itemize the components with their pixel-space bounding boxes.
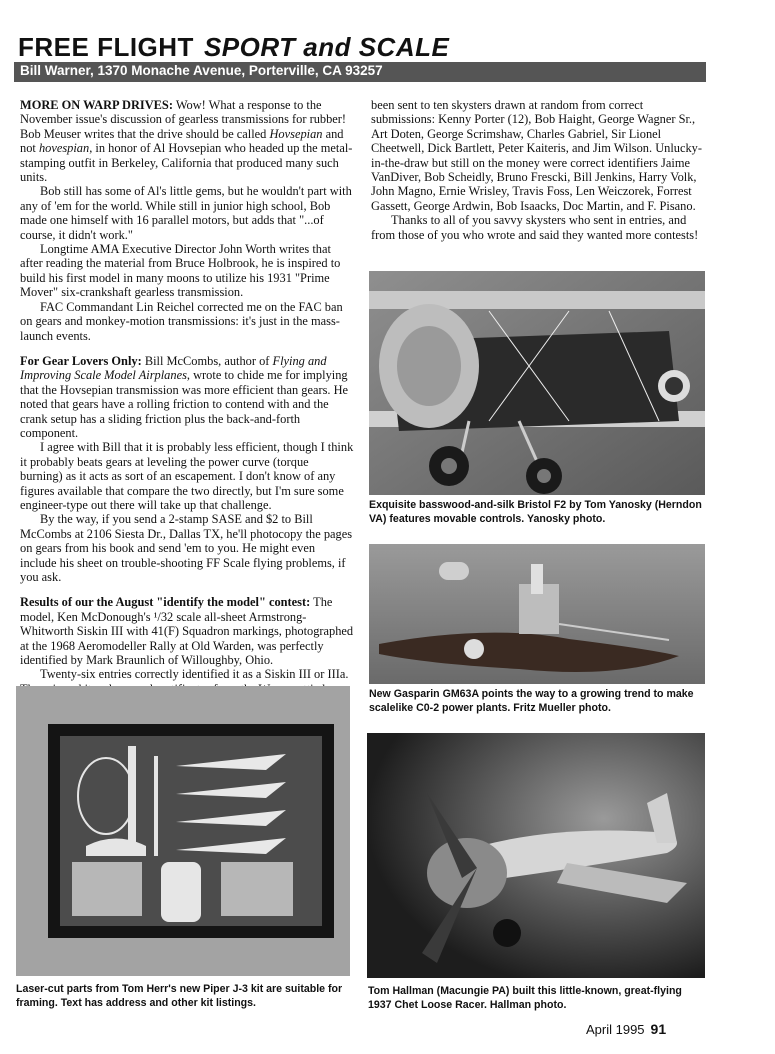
photo-piper-j3-frame [16, 686, 350, 976]
article-column-left [20, 98, 354, 696]
section-lead-gear-lovers: For Gear Lovers Only: [20, 353, 142, 368]
paragraph: By the way, if you send a 2-stamp SASE and $2 to Bill McCombs at 2106 Siesta Dr., Dallas TX, he'll photocopy the pages on gears from his book and send 'em to you. He might even include his sheet on trouble-shooting FF Scale flying problems, if you ask. [20, 512, 353, 584]
photo-chet-loose-racer [367, 733, 705, 978]
paragraph: Longtime AMA Executive Director John Worth writes that after reading the material from Bruce Holbrook, he is inspired to build his first model in many moons to utilize his 1931 "Prime Mover" six-crankshaft gearless transmission. [20, 242, 341, 300]
paragraph: Thanks to all of you savvy skysters who sent in entries, and from those of you who wrote and said they wanted more contests! [371, 213, 699, 242]
page-number: 91 [650, 1021, 667, 1037]
paragraph: Results of our the August "identify the model" contest: The model, Ken McDonough's ¹/32 scale all-sheet Armstrong-Whitworth Siskin III with 41(F) Squadron markings, photographed at the 1968 Aeromodeller Rally at Old Warden, was perfectly identified by Mark Braunlich of Willoughby, Ohio. [20, 595, 354, 668]
section-lead-warp-drives: MORE ON WARP DRIVES: [20, 98, 173, 112]
paragraph: been sent to ten skysters drawn at random from correct submissions: Kenny Porter (12), Bob Haight, George Wagner Sr., Art Doten, George Scrimshaw, Charles Gabriel, Sir Lionel Cheetwell, Dick Bartlett, Peter Kaiteris, and Jim Wilson. Unlucky-in-the-draw but still on the money were correct identifiers Jaime VanDiver, Bob Scheidly, Bruno Frescki, Bill Jenkins, Harry Volk, John Magno, Ernie Wrisley, Travis Foss, Len Weiczorek, Forrest Gassett, George Ardwin, Bob Isaacks, Doc Martin, and F. Pisano. [371, 98, 702, 213]
title-italic: SPORT and SCALE [203, 32, 450, 62]
issue-date: April 1995 [586, 1022, 645, 1037]
paragraph: For Gear Lovers Only: Bill McCombs, author of Flying and Improving Scale Model Airplanes, wrote to chide me for implying that the Hovsepian transmission was more efficient than gears. He noted that gears have a rolling friction to contend with and the crank setup has a sliding friction plus the back-and-forth component. [20, 353, 349, 440]
article-column-right [371, 98, 707, 242]
photo-bristol-f2 [369, 271, 705, 495]
section-lead-contest: Results of our the August "identify the model" contest: [20, 595, 311, 610]
caption-chet-loose-racer: Tom Hallman (Macungie PA) built this little-known, great-flying 1937 Chet Loose Racer. Hallman photo. [368, 985, 682, 1011]
page-footer [586, 1021, 666, 1037]
paragraph: I agree with Bill that it is probably less efficient, though I think it probably beats gears at leveling the power curve (torque burning) as it acts as sort of an escapement. I don't know of any figures available that compare the two directly, but I'm sure some engineer-type out there will take up that challenge. [20, 440, 354, 512]
title-main: FREE FLIGHT [18, 32, 194, 62]
author-address: Bill Warner, 1370 Monache Avenue, Porterville, CA 93257 [20, 63, 383, 78]
paragraph: FAC Commandant Lin Reichel corrected me on the FAC ban on gears and monkey-motion transmissions: it's just in the mass-launch events. [20, 299, 343, 343]
photo-gasparin-engine [369, 544, 705, 684]
paragraph: Twenty-six entries correctly identified it as a Siskin III or IIIa. [40, 667, 349, 682]
caption-piper-j3: Laser-cut parts from Tom Herr's new Piper J-3 kit are suitable for framing. Text has address and other kit listings. [16, 983, 343, 1009]
caption-bristol-f2: Exquisite basswood-and-silk Bristol F2 by Tom Yanosky (Herndon VA) features movable controls. Yanosky photo. [369, 499, 702, 525]
page-title [18, 32, 449, 63]
caption-gasparin-engine: New Gasparin GM63A points the way to a growing trend to make scalelike C0-2 power plants. Fritz Mueller photo. [369, 688, 694, 714]
paragraph: Bob still has some of Al's little gems, but he wouldn't part with any of 'em for the world. While still in junior high school, Bob made one himself with 16 parallel motors, but adds that "...of course, it didn't work." [20, 184, 352, 242]
paragraph: MORE ON WARP DRIVES: Wow! What a response to the November issue's discussion of gearless transmissions for rubber! Bob Meuser writes that the drive should be called Hovsepian and not hovespian, in honor of Al Hovsepian who headed up the metal-stamping outfit in Berkeley, California that produced many such units. [20, 98, 353, 185]
